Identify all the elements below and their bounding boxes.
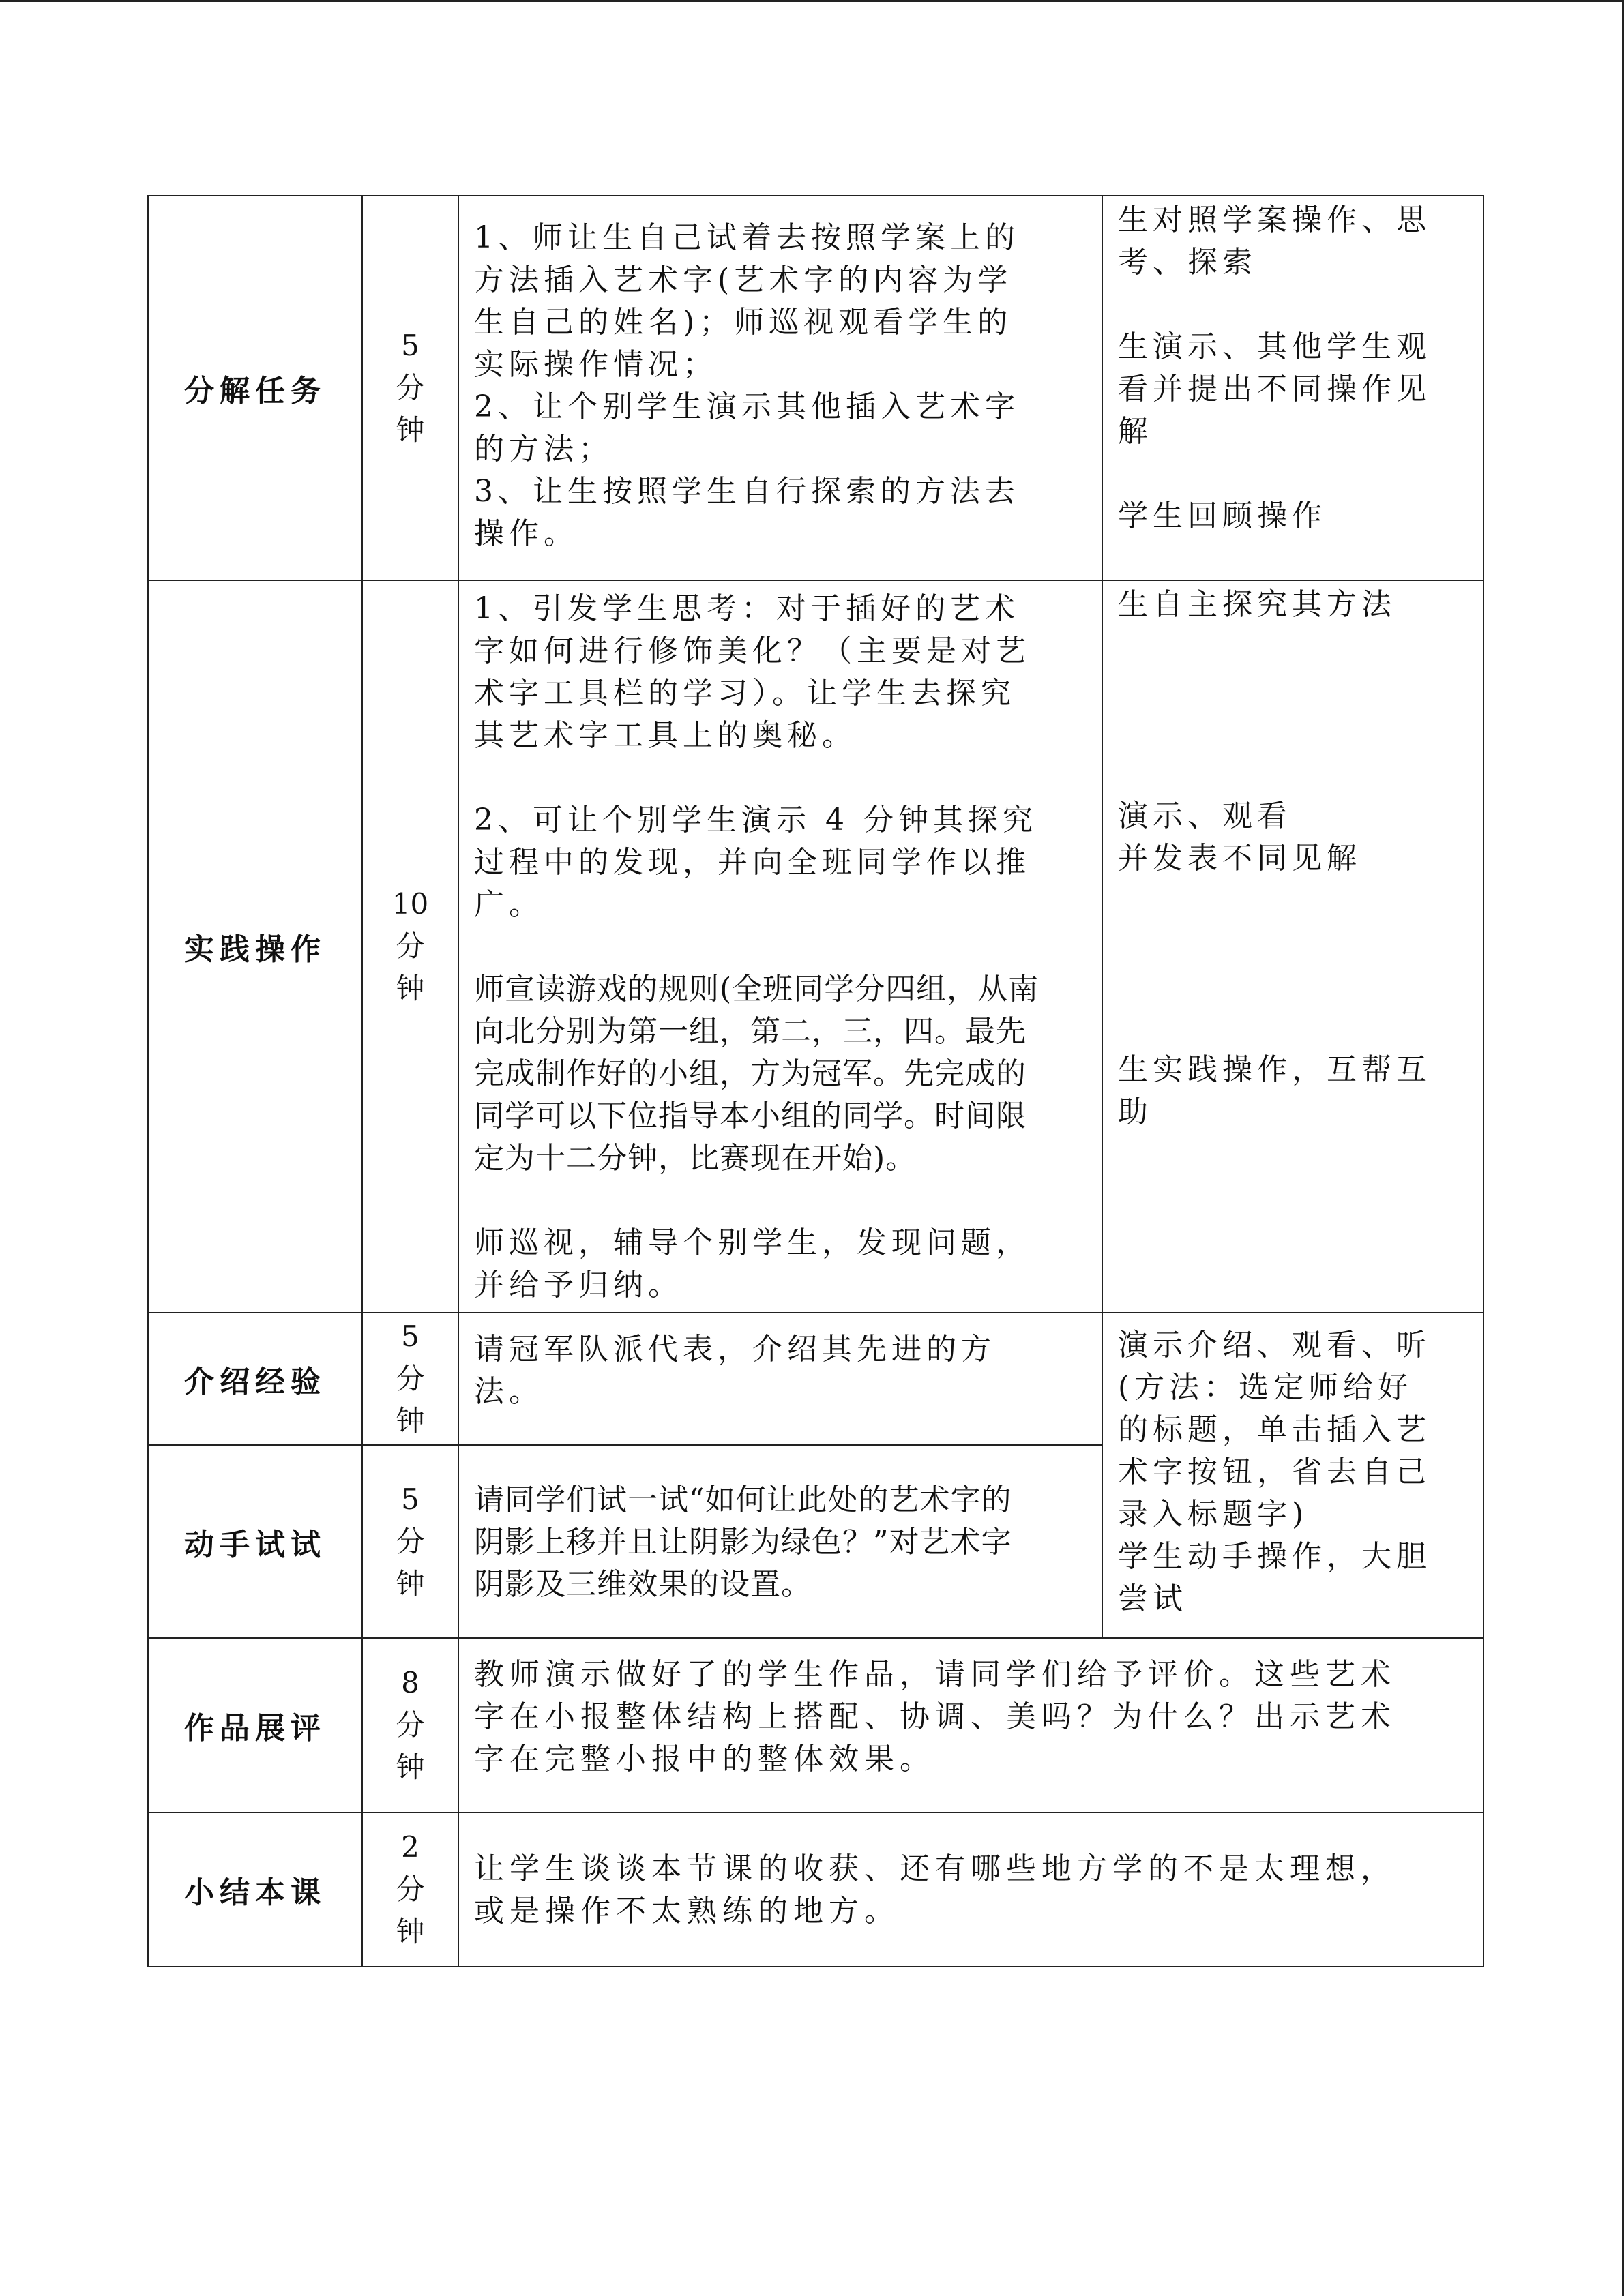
time-cell: 5 分 钟 [362, 196, 458, 580]
stage-cell: 介绍经验 [148, 1313, 362, 1445]
time-cell: 10 分 钟 [362, 580, 458, 1313]
student-activity-cell: 生对照学案操作、思 考、探索 生演示、其他学生观 看并提出不同操作见 解 学生回顾操作 [1102, 196, 1483, 580]
stage-cell: 动手试试 [148, 1445, 362, 1638]
student-activity-cell: 演示介绍、观看、听 (方法：选定师给好 的标题，单击插入艺 术字按钮，省去自己 录入标题字) 学生动手操作，大胆 尝试 [1102, 1313, 1483, 1638]
table-row [148, 196, 1483, 580]
time-cell: 5 分 钟 [362, 1313, 458, 1445]
time-cell: 2 分 钟 [362, 1813, 458, 1967]
time-cell: 5 分 钟 [362, 1445, 458, 1638]
teacher-activity-cell: 请同学们试一试“如何让此处的艺术字的 阴影上移并且让阴影为绿色？”对艺术字 阴影及三维效果的设置。 [458, 1445, 1102, 1638]
stage-cell: 实践操作 [148, 580, 362, 1313]
student-activity-cell: 生自主探究其方法 演示、观看 并发表不同见解 生实践操作，互帮互 助 [1102, 580, 1483, 1313]
table-row [148, 1638, 1483, 1813]
teacher-activity-cell: 让学生谈谈本节课的收获、还有哪些地方学的不是太理想， 或是操作不太熟练的地方。 [458, 1813, 1483, 1967]
time-cell: 8 分 钟 [362, 1638, 458, 1813]
table-row [148, 1313, 1483, 1445]
teacher-activity-cell: 请冠军队派代表，介绍其先进的方 法。 [458, 1313, 1102, 1445]
stage-cell: 小结本课 [148, 1813, 362, 1967]
teacher-activity-cell: 1、师让生自己试着去按照学案上的 方法插入艺术字(艺术字的内容为学 生自己的姓名)；师巡视观看学生的 实际操作情况； 2、让个别学生演示其他插入艺术字 的方法； 3、让生按照学生自行探索的方法去 操作。 [458, 196, 1102, 580]
lesson-plan-table [147, 195, 1484, 1967]
teacher-activity-cell: 教师演示做好了的学生作品，请同学们给予评价。这些艺术 字在小报整体结构上搭配、协调、美吗？为什么？出示艺术 字在完整小报中的整体效果。 [458, 1638, 1483, 1813]
teacher-activity-cell: 1、引发学生思考：对于插好的艺术 字如何进行修饰美化？（主要是对艺 术字工具栏的学习）。让学生去探究 其艺术字工具上的奥秘。 2、可让个别学生演示 4 分钟其探究 过程中的发现，并向全班同学作以推 广。 师宣读游戏的规则(全班同学分四组，从南 向北分别为第一组，第二，三，四。最先 完成制作好的小组，方为冠军。先完成的 同学可以下位指导本小组的同学。时间限 定为十二分钟，比赛现在开始)。 师巡视，辅导个别学生，发现问题， 并给予归纳。 [458, 580, 1102, 1313]
stage-cell: 作品展评 [148, 1638, 362, 1813]
table-row [148, 1813, 1483, 1967]
stage-cell: 分解任务 [148, 196, 362, 580]
table-row [148, 580, 1483, 1313]
